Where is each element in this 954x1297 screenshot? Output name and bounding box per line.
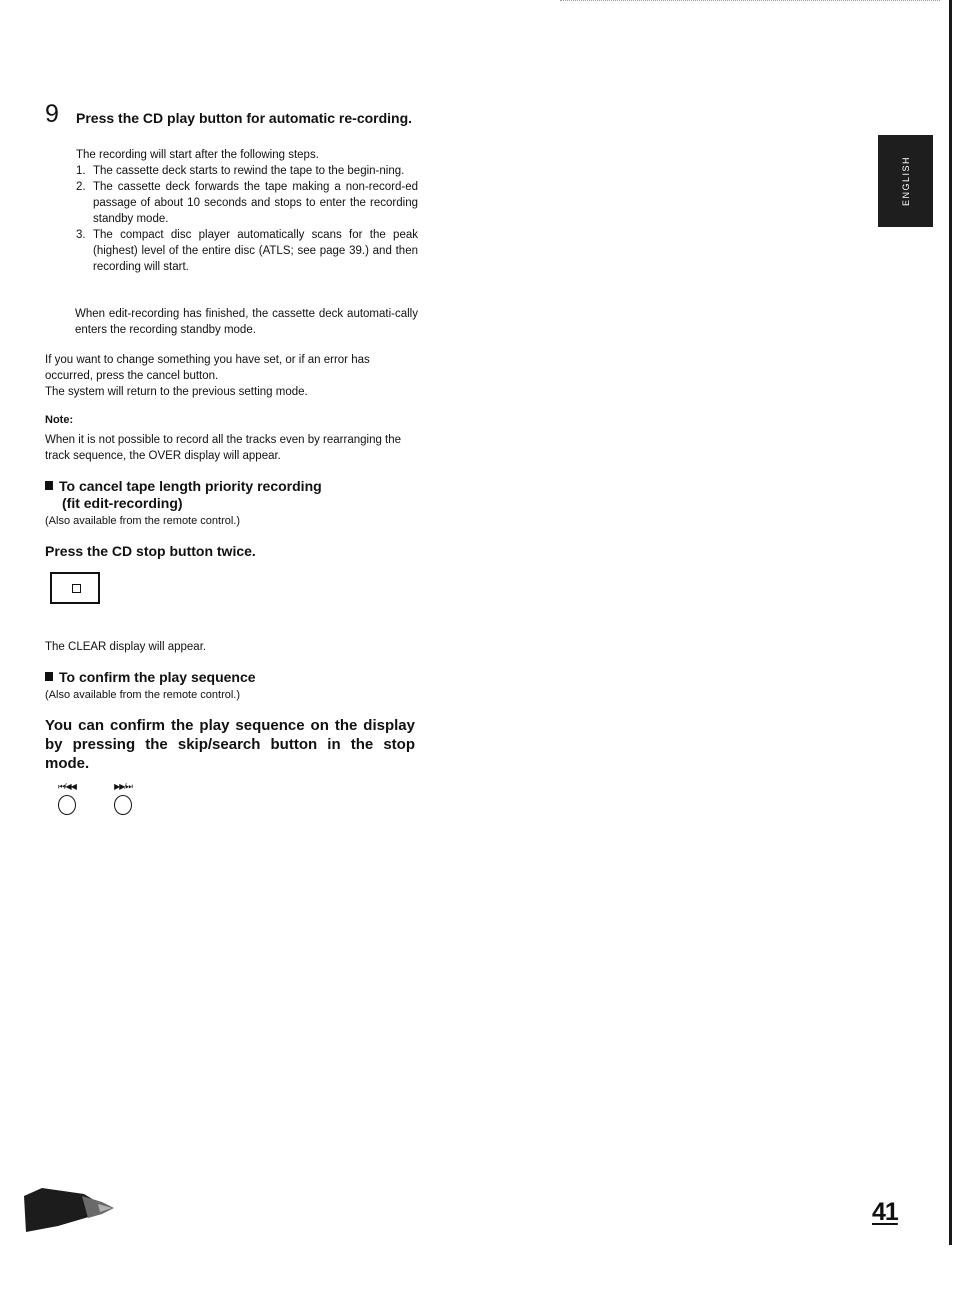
note-label: Note: — [45, 414, 74, 426]
step-intro: The recording will start after the following steps. — [76, 149, 319, 161]
list-item: 3. The compact disc player automatically scans for the peak (highest) level of the entire disc (ATLS; see page 39.) and then recording will start. — [76, 229, 418, 273]
page-number: 41 — [872, 1198, 898, 1226]
language-tab — [878, 135, 933, 227]
page-edge-bar — [949, 0, 952, 1245]
bullet-square-icon — [45, 481, 53, 490]
list-item: 1. The cassette deck starts to rewind the tape to the begin-ning. — [76, 165, 405, 177]
step-details — [76, 147, 418, 275]
step-list — [76, 163, 418, 275]
change-settings-text — [45, 352, 417, 400]
button-circle — [114, 795, 132, 815]
skip-back-icon: ⏮/◀◀ — [58, 782, 76, 791]
confirm-instruction: You can confirm the play sequence on the display by pressing the skip/search button in the stop mode. — [45, 717, 415, 772]
press-stop-instruction: Press the CD stop button twice. — [45, 543, 256, 559]
change-line: If you want to change something you have set, or if an error has occurred, press the cancel button. — [45, 354, 370, 382]
step-heading: Press the CD play button for automatic re-cording. — [76, 110, 413, 126]
cancel-section-subtitle: (Also available from the remote control.) — [45, 515, 241, 527]
skip-forward-icon: ▶▶/⏭ — [114, 782, 132, 791]
bullet-square-icon — [45, 672, 53, 681]
step-number: 9 — [45, 100, 59, 128]
list-item: 2. The cassette deck forwards the tape making a non-record-ed passage of about 10 seconds and stops to enter the recording standby mode. — [76, 181, 418, 225]
skip-forward-button — [104, 783, 142, 823]
cancel-section-heading: To cancel tape length priority recording (fit edit-recording) — [45, 478, 417, 512]
skip-back-button — [48, 783, 86, 823]
top-edge-rule — [560, 0, 940, 2]
edit-finished-text: When edit-recording has finished, the cassette deck automati-cally enters the recording standby mode. — [75, 308, 418, 336]
language-tab-label: ENGLISH — [900, 155, 911, 207]
confirm-section-subtitle: (Also available from the remote control.) — [45, 689, 241, 701]
return-line: The system will return to the previous setting mode. — [45, 386, 308, 398]
clear-display-text: The CLEAR display will appear. — [45, 641, 207, 653]
cd-stop-button — [50, 572, 100, 604]
note-text: When it is not possible to record all the tracks even by rearranging the track sequence, the OVER display will appear. — [45, 434, 402, 462]
stop-square-icon — [72, 584, 81, 593]
button-circle — [58, 795, 76, 815]
confirm-section-heading: To confirm the play sequence — [45, 669, 256, 686]
continue-arrow-icon — [22, 1182, 118, 1242]
